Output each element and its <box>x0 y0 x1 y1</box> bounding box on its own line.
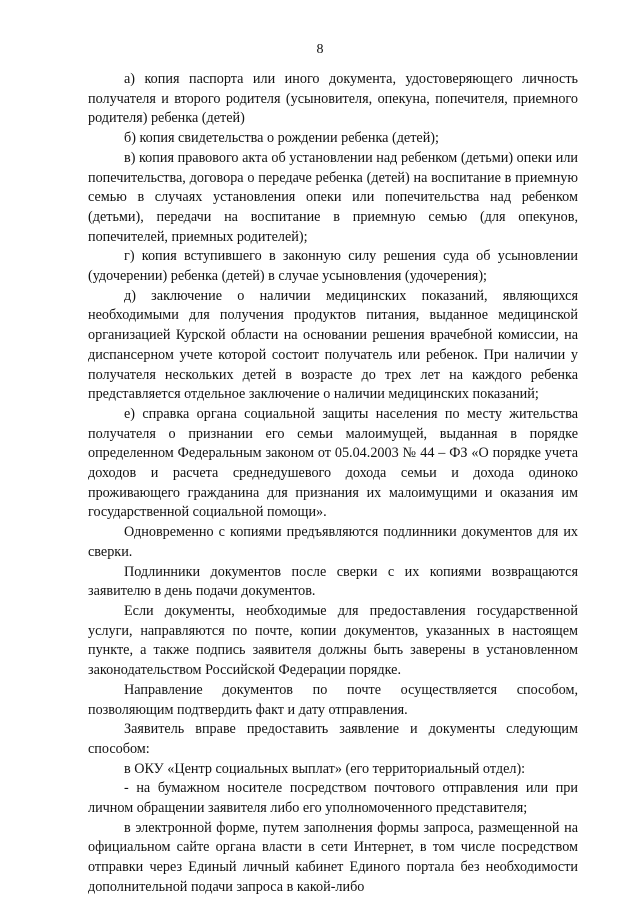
paragraph-originals-returned: Подлинники документов после сверки с их копиями возвращаются заявителю в день подачи документов. <box>88 563 578 600</box>
paragraph-mail-certification: Если документы, необходимые для предоставления государственной услуги, направляются по почте, копии документов, указанных в настоящем пункте, а также подпись заявителя должны быть заверены в установленном законодательством Российской Федерации порядке. <box>88 602 578 679</box>
paragraph-a-passport: а) копия паспорта или иного документа, удостоверяющего личность получателя и второго родителя (усыновителя, опекуна, попечителя, приемного родителя) ребенка (детей) <box>88 71 578 127</box>
paragraph-originals-presented: Одновременно с копиями предъявляются подлинники документов для их сверки. <box>88 524 578 560</box>
paragraph-paper-submission: - на бумажном носителе посредством почтового отправления или при личном обращении заявителя либо его уполномоченного представителя; <box>88 780 578 817</box>
page-number: 8 <box>316 42 324 57</box>
paragraph-b-birth-certificate: б) копия свидетельства о рождении ребенка (детей); <box>124 130 439 147</box>
paragraph-v-guardianship-act: в) копия правового акта об установлении над ребенком (детьми) опеки или попечительства, договора о передаче ребенка (детей) на воспитание в приемную семью в случаях установления опеки или попечительства над ребенком (детьми), передачи на воспитание в приемную семью (для опекунов, попечителей, приемных родителей); <box>88 149 578 245</box>
paragraph-oku-center: в ОКУ «Центр социальных выплат» (его территориальный отдел): <box>124 760 526 777</box>
paragraph-d-medical-conclusion: д) заключение о наличии медицинских показаний, являющихся необходимыми для получения продуктов питания, выданное медицинской организацией Курской области на основании решения врачебной комиссии, на диспансерном учете которой состоит получатель или ребенок. При наличии у получателя нескольких детей в возрасте до трех лет на каждого ребенка представляется отдельное заключение о наличии медицинских показаний; <box>88 287 578 403</box>
paragraph-e-low-income-certificate: е) справка органа социальной защиты населения по месту жительства получателя о признании его семьи малоимущей, выданная в порядке определенном Федеральным законом от 05.04.2003 № 44 – ФЗ «О порядке учета доходов и расчета среднедушевого дохода семьи и дохода одиноко проживающего гражданина для признания их малоимущими и оказания им государственной социальной помощи». <box>88 405 578 521</box>
paragraph-submission-methods: Заявитель вправе предоставить заявление и документы следующим способом: <box>88 721 578 757</box>
document-body <box>88 70 578 898</box>
paragraph-mail-confirmation: Направление документов по почте осуществляется способом, позволяющим подтвердить факт и дату отправления. <box>88 681 578 718</box>
paragraph-g-court-decision: г) копия вступившего в законную силу решения суда об усыновлении (удочерении) ребенка (детей) в случае усыновления (удочерения); <box>88 248 578 285</box>
paragraph-electronic-submission: в электронной форме, путем заполнения формы запроса, размещенной на официальном сайте органа власти в сети Интернет, в том числе посредством отправки через Единый личный кабинет Единого портала без необходимости дополнительной подачи запроса в какой-либо <box>88 819 578 895</box>
